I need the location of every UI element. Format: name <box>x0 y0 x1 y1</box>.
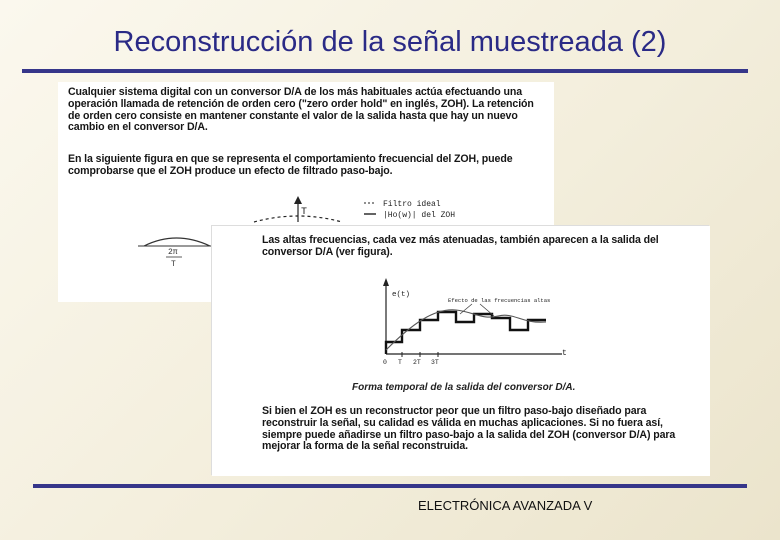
legend-ideal-label: Filtro ideal <box>383 200 441 209</box>
scan-top-paragraph-2: En la siguiente figura en que se representa el comportamiento frecuencial del ZOH, puede comprobarse que el ZOH produce un efecto de filtrado paso-bajo. <box>68 153 513 177</box>
scan-top-paragraph-1: Cualquier sistema digital con un conversor D/A de los más habituales actúa efectuando una operación llamada de retención de orden cero ("zero order hold" en inglés, ZOH). La retención de orden cero consiste en mantener constante el valor de la salida hasta que hay un nuevo cambio en el conversor D/A. <box>68 86 534 134</box>
axis-tick-label: 2π <box>168 248 178 257</box>
slide-title: Reconstrucción de la señal muestreada (2) <box>113 26 667 58</box>
plot-y-arrowhead <box>383 278 389 286</box>
scan-bottom-paragraph-2: Si bien el ZOH es un reconstructor peor que un filtro paso-bajo diseñado para reconstruir la señal, su calidad es válida en muchas aplicaciones. Si no fuera así, siempre puede añadirse un filtro paso-bajo a la salida del ZOH (conversor D/A) para mejorar la forma de la señal reconstruida. <box>262 405 676 453</box>
tick-label-1: T <box>398 359 402 366</box>
plot-annotation: Efecto de las frecuencias altas <box>448 297 551 304</box>
footer-rule <box>33 484 747 488</box>
legend-zoh-label: |Ho(w)| del ZOH <box>383 211 456 220</box>
plot-x-label: t <box>562 349 567 358</box>
scan-bottom-paragraph-1: Las altas frecuencias, cada vez más atenuadas, también aparecen a la salida del conversor D/A (ver figura). <box>262 234 659 258</box>
tick-label-3: 3T <box>431 359 439 366</box>
axis-T-label: T <box>301 207 308 218</box>
axis-tick-den-label: T <box>171 260 176 269</box>
plot-y-label: e(t) <box>392 291 411 299</box>
figure-caption: Forma temporal de la salida del conversor D/A. <box>352 382 576 393</box>
title-underline <box>22 69 748 73</box>
zoh-sidelobe <box>144 238 210 246</box>
tick-label-2: 2T <box>413 359 421 366</box>
scanned-page-bottom <box>212 226 710 476</box>
tick-label-0: 0 <box>383 359 387 366</box>
freq-axis-arrowhead <box>294 196 302 204</box>
footer-text: ELECTRÓNICA AVANZADA V <box>418 498 593 513</box>
zoh-staircase-signal <box>386 312 546 354</box>
